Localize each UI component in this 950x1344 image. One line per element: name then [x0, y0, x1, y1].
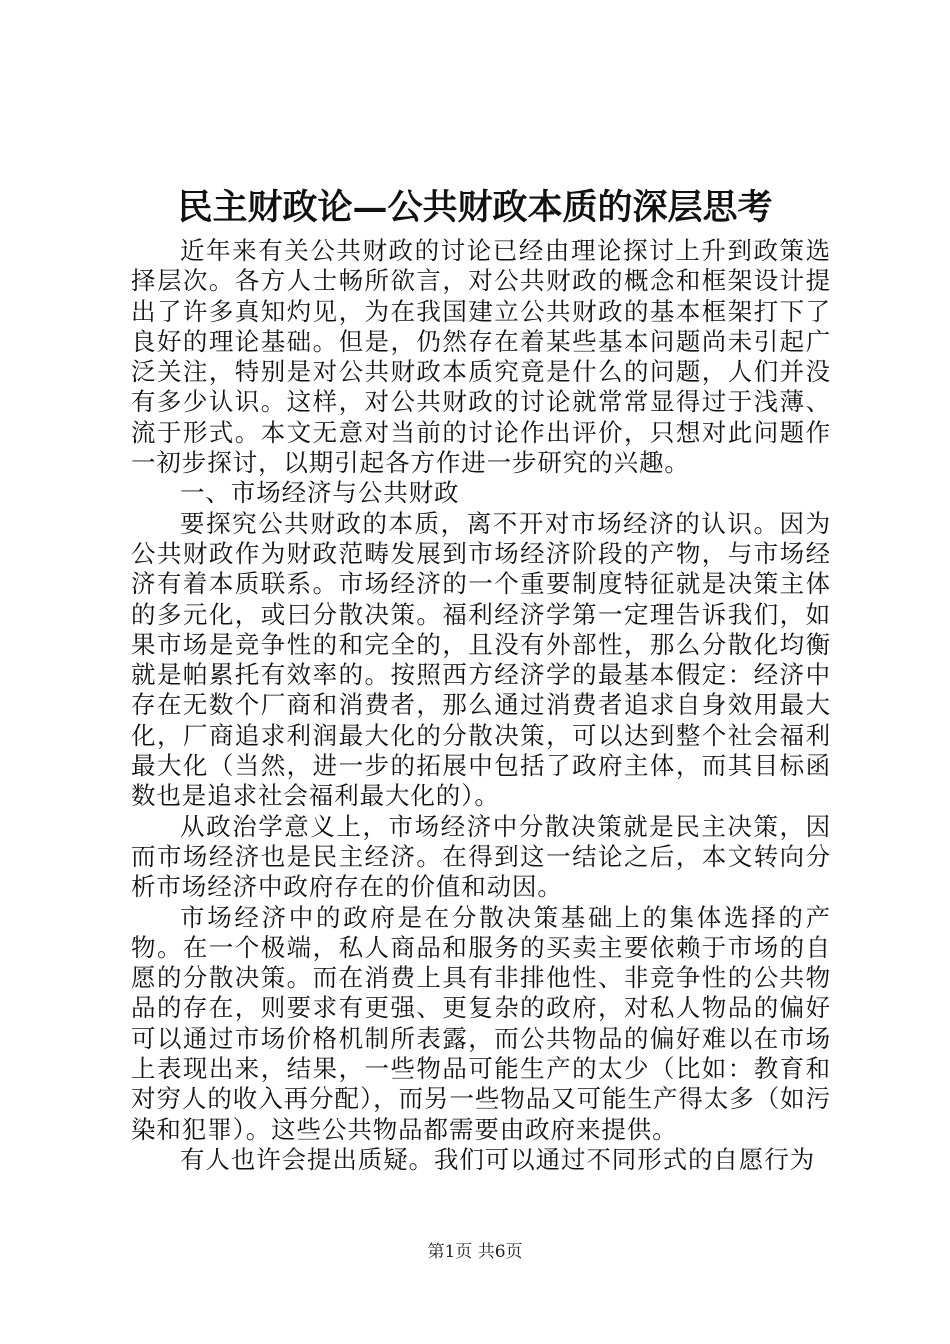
document-body [131, 236, 831, 1175]
paragraph-question: 有人也许会提出质疑。我们可以通过不同形式的自愿行为 [180, 1144, 815, 1174]
paragraph-government-role: 市场经济中的政府是在分散决策基础上的集体选择的产物。在一个极端，私人商品和服务的买卖主要依赖于市场的自愿的分散决策。而在消费上具有非排他性、非竞争性的公共物品的存在，则要求有更强、更复杂的政府，对私人物品的偏好可以通过市场价格机制所表露，而公共物品的偏好难以在市场上表现出来，结果，一些物品可能生产的太少（比如：教育和对穷人的收入再分配），而另一些物品又可能生产得太多（如污染和犯罪）。这些公共物品都需要由政府来提供。 [131, 902, 831, 1144]
document-title: 民主财政论—公共财政本质的深层思考 [177, 187, 773, 228]
paragraph-political-science: 从政治学意义上，市场经济中分散决策就是民主决策，因而市场经济也是民主经济。在得到这一结论之后，本文转向分析市场经济中政府存在的价值和动因。 [131, 811, 831, 902]
section-heading: 一、市场经济与公共财政 [180, 478, 460, 508]
paragraph-market-economy: 要探究公共财政的本质，离不开对市场经济的认识。因为公共财政作为财政范畴发展到市场经济阶段的产物，与市场经济有着本质联系。市场经济的一个重要制度特征就是决策主体的多元化，或曰分散决策。福利经济学第一定理告诉我们，如果市场是竞争性的和完全的，且没有外部性，那么分散化均衡就是帕累托有效率的。按照西方经济学的最基本假定：经济中存在无数个厂商和消费者，那么通过消费者追求自身效用最大化，厂商追求利润最大化的分散决策，可以达到整个社会福利最大化（当然，进一步的拓展中包括了政府主体，而其目标函数也是追求社会福利最大化的）。 [131, 508, 831, 811]
paragraph-intro: 近年来有关公共财政的讨论已经由理论探讨上升到政策选择层次。各方人士畅所欲言，对公共财政的概念和框架设计提出了许多真知灼见，为在我国建立公共财政的基本框架打下了良好的理论基础。但是，仍然存在着某些基本问题尚未引起广泛关注，特别是对公共财政本质究竟是什么的问题，人们并没有多少认识。这样，对公共财政的讨论就常常显得过于浅薄、流于形式。本文无意对当前的讨论作出评价，只想对此问题作一初步探讨，以期引起各方作进一步研究的兴趣。 [131, 236, 831, 478]
page-number-footer: 第1页 共6页 [427, 1242, 523, 1262]
